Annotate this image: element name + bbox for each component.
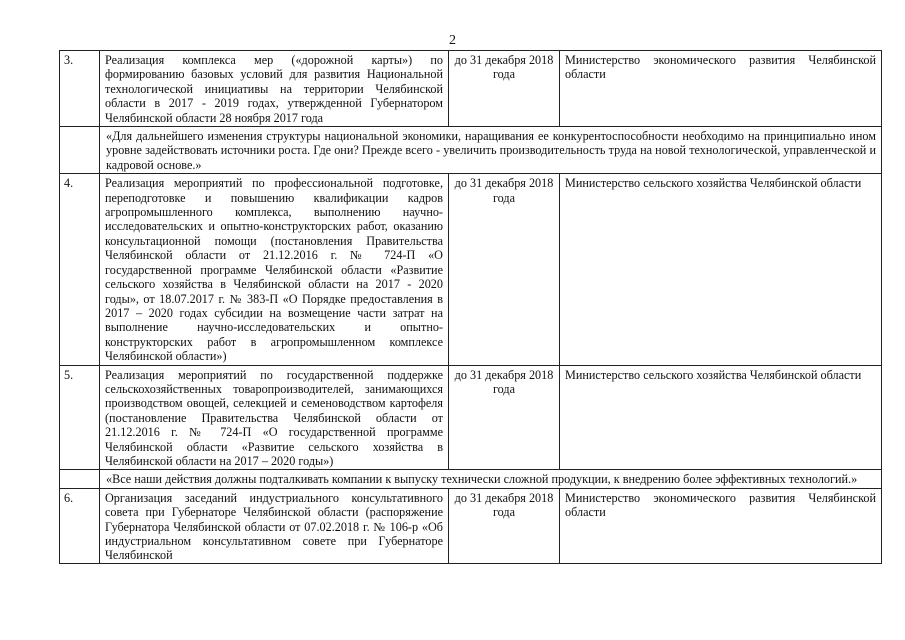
measure-text: Реализация мероприятий по государственной поддержке сельскохозяйственных товаропроизводителей, занимающихся производством овощей, селекцией и семеноводством картофеля (постановление Правительства Челябинской области от 21.12.2016 г. № 724-П «О государственной программе Челябинской области «Развитие сельского хозяйства в Челябинской области на 2017 – 2020 годы») [100,365,449,470]
empty-cell [60,127,100,174]
measure-text: Организация заседаний индустриального консультативного совета при Губернаторе Челябинской области (распоряжение Губернатора Челябинской области от 07.02.2018 г. № 106-р «Об индустриальном консультативном совете при Губернаторе Челябинской [105,490,443,562]
table-row [60,365,882,470]
measures-table [59,50,882,564]
quote-text: «Для дальнейшего изменения структуры национальной экономики, наращивания ее конкурентоспособности необходимо на принципиально ином уровне задействовать источники роста. Где они? Прежде всего - увеличить производительность труда на новой технологической, управленческой и кадровой основе.» [100,127,882,174]
measure-text: Реализация мероприятий по профессиональной подготовке, переподготовке и повышению квалификации кадров агропромышленного комплекса, выполнению научно-исследовательских и опытно-конструкторских работ, оказанию консультационной помощи (постановления Правительства Челябинской области от 21.12.2016 г. № 724-П «О государственной программе Челябинской области «Развитие сельского хозяйства в Челябинской области на 2017 - 2020 годы», от 18.07.2017 г. № 383-П «О Порядке предоставления в 2017 – 2020 годах субсидии на возмещение части затрат на выполнение научно-исследовательских и опытно-конструкторских работ в агропромышленном комплексе Челябинской области») [100,174,449,365]
responsible-org: Министерство сельского хозяйства Челябинской области [560,174,882,365]
quote-text: «Все наши действия должны подталкивать компании к выпуску технически сложной продукции, к внедрению более эффективных технологий.» [100,470,882,488]
deadline: до 31 декабря 2018 года [449,365,560,470]
responsible-org: Министерство экономического развития Челябинской области [560,51,882,127]
page-number: 2 [449,33,456,48]
quote-row [60,470,882,488]
measure-text-cell [100,488,449,563]
row-number: 6. [60,488,100,563]
responsible-org: Министерство сельского хозяйства Челябинской области [560,365,882,470]
deadline: до 31 декабря 2018 года [449,51,560,127]
row-number: 4. [60,174,100,365]
row-number: 3. [60,51,100,127]
deadline: до 31 декабря 2018 года [449,488,560,563]
empty-cell [60,470,100,488]
responsible-org: Министерство экономического развития Челябинской области [560,488,882,563]
table-row [60,488,882,563]
table-row [60,174,882,365]
measure-text: Реализация комплекса мер («дорожной карты») по формированию базовых условий для развития Национальной технологической инициативы на территории Челябинской области в 2017 - 2019 годах, утвержденной Губернатором Челябинской области 28 ноября 2017 года [100,51,449,127]
deadline: до 31 декабря 2018 года [449,174,560,365]
row-number: 5. [60,365,100,470]
quote-row [60,127,882,174]
table-row [60,51,882,127]
